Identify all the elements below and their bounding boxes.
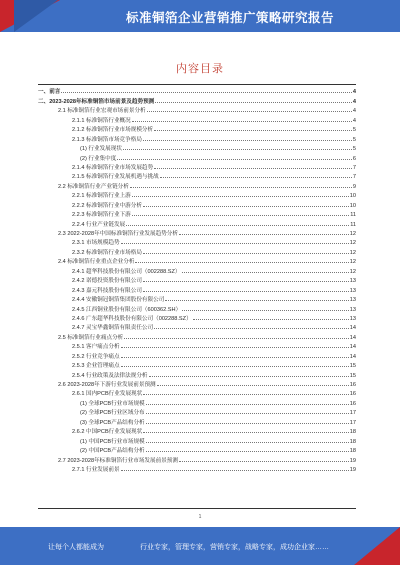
- toc-dot-leader: [143, 291, 349, 292]
- toc-dot-leader: [121, 357, 349, 358]
- toc-entry[interactable]: [38, 454, 356, 463]
- toc-entry-label: 2.6.2 中国PCB行业发展现状: [72, 429, 143, 436]
- toc-entry-page: 12: [349, 259, 356, 266]
- toc-entry-page: 5: [352, 127, 356, 134]
- toc-entry-label: (2) 全球PCB行业区域分布: [80, 410, 145, 417]
- toc-entry[interactable]: [38, 180, 356, 189]
- toc-dot-leader: [132, 121, 352, 122]
- footer-banner: [0, 527, 400, 565]
- toc-dot-leader: [130, 187, 352, 188]
- toc-entry[interactable]: [38, 256, 356, 265]
- toc-entry-label: (2) 中国PCB产品结构分析: [80, 448, 145, 455]
- toc-entry-page: 19: [349, 457, 356, 464]
- toc-dot-leader: [123, 149, 352, 150]
- page-number: 1: [198, 514, 202, 520]
- toc-dot-leader: [121, 347, 349, 348]
- toc-entry[interactable]: [38, 322, 356, 331]
- toc-entry-label: 2.2.4 行业产业链发展: [72, 221, 126, 228]
- toc-entry[interactable]: [38, 313, 356, 322]
- toc-entry-page: 14: [349, 353, 356, 360]
- toc-entry[interactable]: [38, 265, 356, 274]
- toc-entry-page: 11: [350, 212, 356, 219]
- toc-entry[interactable]: [38, 124, 356, 133]
- toc-entry-page: 13: [349, 278, 356, 285]
- toc-dot-leader: [132, 215, 349, 216]
- toc-entry-label: 2.1.4 标准铜箔行业市场发展趋势: [72, 164, 154, 171]
- toc-dot-leader: [146, 451, 349, 452]
- toc-entry-label: 2.4.1 超华科技股份有限公司（002288.SZ）: [72, 268, 181, 275]
- toc-entry[interactable]: [38, 133, 356, 142]
- toc-dot-leader: [154, 168, 352, 169]
- toc-entry-label: 2.2.1 标准铜箔行业上游: [72, 193, 131, 200]
- toc-entry-page: 14: [349, 325, 356, 332]
- toc-entry-page: 12: [349, 249, 356, 256]
- toc-entry[interactable]: [38, 379, 356, 388]
- toc-entry[interactable]: [38, 275, 356, 284]
- toc-entry-page: 7: [352, 164, 356, 171]
- toc-entry-page: 13: [349, 315, 356, 322]
- toc-entry-label: 2.2.3 标准铜箔行业下游: [72, 212, 131, 219]
- toc-entry-page: 15: [349, 363, 356, 370]
- toc-entry-label: 二、2023-2028年标准铜箔市场前景及趋势预测: [38, 98, 155, 105]
- toc-dot-leader: [182, 310, 349, 311]
- toc-entry-page: 14: [349, 344, 356, 351]
- toc-entry-label: (1) 全球PCB行业市场规模: [80, 400, 145, 407]
- toc-entry-label: 2.1.1 标准铜箔行业概况: [72, 117, 131, 124]
- toc-entry[interactable]: [38, 341, 356, 350]
- toc-entry-label: (3) 全球PCB产品结构分析: [80, 419, 145, 426]
- toc-dot-leader: [146, 413, 349, 414]
- toc-entry[interactable]: [38, 350, 356, 359]
- toc-entry-label: 2.7 2023-2028年标准铜箔行业市场发展前景预测: [58, 457, 178, 464]
- toc-entry[interactable]: [38, 464, 356, 473]
- toc-dot-leader: [143, 253, 349, 254]
- toc-entry-page: 13: [349, 297, 356, 304]
- toc-entry-label: 2.1.2 标准铜箔行业市场规模分析: [72, 127, 154, 134]
- toc-entry-label: 2.3.1 市场规模趋势: [72, 240, 120, 247]
- toc-dot-leader: [160, 177, 352, 178]
- report-header-banner: [0, 0, 400, 32]
- toc-entry-page: 17: [349, 419, 356, 426]
- toc-entry-page: 4: [352, 89, 356, 96]
- toc-entry-page: 10: [349, 193, 356, 200]
- toc-dot-leader: [121, 243, 349, 244]
- toc-entry-page: 14: [349, 334, 356, 341]
- toc-entry-page: 16: [349, 382, 356, 388]
- toc-entry-page: 7: [352, 174, 356, 181]
- toc-entry[interactable]: [38, 190, 356, 199]
- toc-dot-leader: [61, 92, 351, 93]
- report-title: 标准铜箔企业营销推广策略研究报告: [125, 11, 334, 25]
- toc-entry-label: 2.4.3 嘉元科技股份有限公司: [72, 287, 142, 294]
- toc-entry-label: 2.5.1 客户痛点分析: [72, 344, 120, 351]
- toc-dot-leader: [143, 432, 349, 433]
- toc-dot-leader: [154, 130, 352, 131]
- toc-entry[interactable]: [38, 407, 356, 416]
- toc-entry-page: 16: [349, 400, 356, 407]
- toc-entry-page: 18: [349, 438, 356, 445]
- toc-entry-page: 12: [349, 268, 356, 275]
- toc-entry-page: 18: [349, 429, 356, 436]
- toc-entry-label: 2.2 标准铜箔行业产业链分析: [58, 183, 129, 190]
- toc-entry-label: 2.5.4 行业政策及法律法规分析: [72, 372, 148, 379]
- toc-dot-leader: [143, 206, 349, 207]
- toc-entry-label: (1) 中国PCB行业市场规模: [80, 438, 145, 445]
- toc-entry-label: 2.1.3 标准铜箔市场竞争格局: [72, 136, 142, 143]
- toc-entry-page: 17: [349, 410, 356, 417]
- toc-entry-label: 2.7.1 行业发展前景: [72, 466, 120, 473]
- toc-dot-leader: [154, 328, 349, 329]
- toc-dot-leader: [155, 102, 352, 103]
- toc-entry-page: 6: [352, 155, 356, 162]
- toc-entry-label: 2.1.5 标准铜箔行业发展机遇与挑战: [72, 174, 159, 181]
- toc-entry-label: 2.5.3 企业管理痛点: [72, 363, 120, 370]
- toc-dot-leader: [182, 272, 349, 273]
- toc-entry-label: (1) 行业发展现状: [80, 146, 122, 153]
- toc-entry[interactable]: [38, 426, 356, 435]
- toc-entry-label: 2.5.2 行业竞争痛点: [72, 353, 120, 360]
- footer-slogan-left: 让每个人都能成为: [48, 544, 104, 551]
- toc-dot-leader: [143, 394, 349, 395]
- toc-entry-page: 18: [349, 448, 356, 455]
- footer-red-accent: [354, 527, 400, 565]
- toc-entry[interactable]: [38, 388, 356, 397]
- footer-slogan-right: 行业专家，管理专家，营销专家，战略专家，成功企业家……: [140, 544, 329, 551]
- toc-entry[interactable]: [38, 171, 356, 180]
- toc-entry-page: 12: [349, 231, 356, 237]
- toc-entry-page: 19: [349, 466, 356, 473]
- toc-entry[interactable]: [38, 95, 356, 104]
- toc-dot-leader: [146, 442, 349, 443]
- toc-entry-label: 2.2.2 标准铜箔行业中游分析: [72, 202, 142, 209]
- toc-entry-label: 2.4.4 安徽铜冠铜箔集团股份有限公司: [72, 297, 165, 304]
- toc-entry[interactable]: [38, 162, 356, 171]
- toc-entry-label: 2.3.2 标准铜箔行业市场格局: [72, 249, 142, 256]
- toc-entry-page: 5: [352, 146, 356, 153]
- toc-heading: 内容目录: [176, 63, 224, 75]
- toc-entry[interactable]: [38, 284, 356, 293]
- toc-entry[interactable]: [38, 435, 356, 444]
- toc-top-rule: [38, 84, 356, 85]
- toc-dot-leader: [117, 159, 352, 160]
- toc-dot-leader: [146, 423, 349, 424]
- toc-entry[interactable]: [38, 199, 356, 208]
- toc-entry-label: 2.3 2022-2028年中国标准铜箔行业发展趋势分析: [58, 231, 178, 237]
- toc-entry-label: 2.4.7 灵宝华鑫铜箔有限责任公司: [72, 325, 154, 332]
- toc-dot-leader: [179, 461, 349, 462]
- toc-entry[interactable]: [38, 105, 356, 114]
- toc-entry[interactable]: [38, 360, 356, 369]
- toc-entry-label: 2.4.5 江西铜业股份有限公司（600362.SH）: [72, 306, 182, 313]
- toc-entry[interactable]: [38, 369, 356, 378]
- toc-entry[interactable]: [38, 218, 356, 227]
- toc-entry-label: 2.5 标准铜箔行业痛点分析: [58, 334, 124, 341]
- toc-entry[interactable]: [38, 86, 356, 95]
- toc-entry[interactable]: [38, 246, 356, 255]
- toc-dot-leader: [121, 470, 349, 471]
- toc-entry-page: 4: [352, 117, 356, 124]
- toc-entry-page: 16: [349, 391, 356, 398]
- toc-entry-page: 11: [350, 221, 356, 228]
- toc-dot-leader: [193, 319, 349, 320]
- toc-entry[interactable]: [38, 228, 356, 237]
- toc-entry-page: 9: [352, 183, 356, 190]
- toc-entry-page: 15: [349, 372, 356, 379]
- toc-dot-leader: [135, 262, 348, 263]
- toc-dot-leader: [143, 140, 352, 141]
- toc-bottom-rule: [38, 508, 356, 509]
- toc-entry-page: 13: [349, 287, 356, 294]
- toc-entry[interactable]: [38, 303, 356, 312]
- toc-entry[interactable]: [38, 152, 356, 161]
- table-of-contents: [38, 86, 356, 473]
- toc-dot-leader: [157, 385, 349, 386]
- toc-entry[interactable]: [38, 114, 356, 123]
- toc-entry-page: 4: [352, 98, 356, 105]
- toc-entry[interactable]: [38, 416, 356, 425]
- toc-entry-page: 5: [352, 136, 356, 143]
- toc-entry-page: 13: [349, 306, 356, 313]
- toc-entry-label: (2) 行业集中度: [80, 155, 117, 162]
- toc-dot-leader: [165, 300, 348, 301]
- toc-entry-page: 12: [349, 240, 356, 247]
- toc-entry-label: 2.6 2023-2028年下游行业发展前景预测: [58, 382, 156, 388]
- toc-dot-leader: [121, 366, 349, 367]
- toc-entry[interactable]: [38, 294, 356, 303]
- toc-entry-label: 2.1 标准铜箔行业宏观市场前景分析: [58, 108, 146, 115]
- toc-dot-leader: [146, 404, 349, 405]
- toc-entry[interactable]: [38, 445, 356, 454]
- header-blue-accent: [14, 0, 58, 32]
- toc-entry[interactable]: [38, 331, 356, 340]
- toc-dot-leader: [179, 234, 349, 235]
- toc-dot-leader: [149, 376, 349, 377]
- toc-entry[interactable]: [38, 143, 356, 152]
- toc-entry-label: 2.4.6 广东超华科技股份有限公司（002288.SZ）: [72, 315, 192, 322]
- toc-entry-label: 2.4 标准铜箔行业重点企业分析: [58, 259, 135, 266]
- toc-dot-leader: [132, 196, 349, 197]
- toc-entry[interactable]: [38, 237, 356, 246]
- toc-dot-leader: [143, 281, 349, 282]
- toc-dot-leader: [126, 225, 349, 226]
- toc-dot-leader: [124, 338, 348, 339]
- toc-entry-label: 一、前言: [38, 89, 61, 96]
- toc-entry-label: 2.4.2 诺德投资股份有限公司: [72, 278, 142, 285]
- toc-entry-label: 2.6.1 国内PCB行业发展现状: [72, 391, 143, 398]
- toc-entry[interactable]: [38, 397, 356, 406]
- toc-entry-page: 4: [352, 108, 356, 115]
- toc-dot-leader: [147, 111, 352, 112]
- toc-entry[interactable]: [38, 209, 356, 218]
- toc-entry-page: 10: [349, 202, 356, 209]
